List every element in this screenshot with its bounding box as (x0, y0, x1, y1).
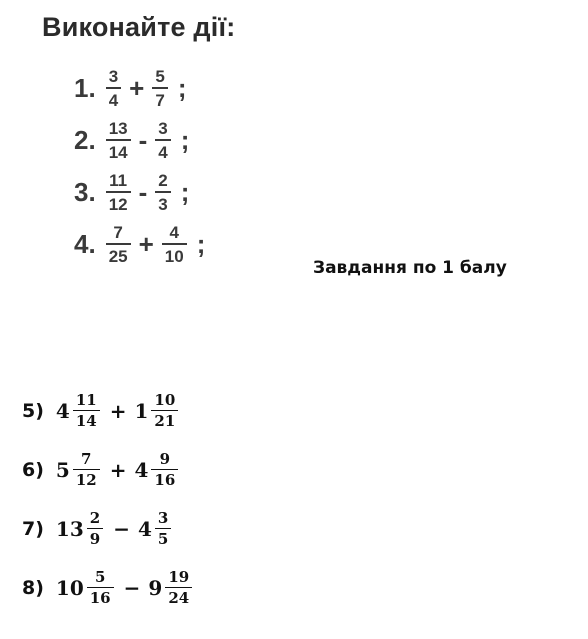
fraction (152, 68, 167, 109)
numerator: 2 (89, 509, 101, 527)
denominator: 7 (152, 87, 167, 109)
fraction (106, 120, 131, 161)
whole-part: 5 (55, 458, 70, 482)
numerator: 9 (159, 450, 171, 468)
fraction (151, 452, 178, 488)
task-number: 8) (22, 577, 44, 599)
operator: - (138, 177, 148, 207)
operator: − (123, 576, 141, 600)
denominator: 14 (73, 410, 100, 429)
denominator: 5 (155, 528, 171, 547)
task-1 (74, 68, 186, 109)
task-7 (22, 511, 173, 547)
task-number: 1. (74, 73, 96, 103)
numerator: 4 (169, 223, 179, 242)
operator: + (109, 399, 127, 423)
numerator: 3 (158, 119, 168, 138)
task-6 (22, 452, 180, 488)
numerator: 7 (81, 450, 92, 468)
semicolon: ; (177, 73, 187, 103)
numerator: 3 (108, 67, 119, 86)
numerator: 11 (75, 391, 97, 409)
task-number: 7) (22, 518, 44, 540)
whole-part: 9 (148, 576, 163, 600)
operator: + (129, 73, 145, 103)
task-5 (22, 393, 180, 429)
page-title: Виконайте дії: (42, 12, 236, 42)
whole-part: 4 (55, 399, 70, 423)
denominator: 16 (151, 469, 178, 488)
denominator: 9 (87, 528, 103, 547)
fraction (162, 224, 187, 265)
operator: − (113, 517, 130, 541)
task-number: 2. (74, 125, 96, 155)
operator: - (138, 125, 148, 155)
denominator: 12 (73, 469, 100, 488)
fraction (87, 570, 114, 606)
task-number: 5) (22, 400, 44, 422)
numerator: 13 (108, 119, 128, 138)
task-number: 6) (22, 459, 44, 481)
numerator: 7 (113, 223, 123, 242)
fraction (73, 452, 100, 488)
whole-part: 1 (134, 399, 149, 423)
denominator: 10 (162, 243, 187, 265)
denominator: 25 (106, 243, 131, 265)
semicolon: ; (180, 177, 190, 207)
whole-part: 4 (137, 517, 152, 541)
operator: + (138, 229, 154, 259)
task-number: 4. (74, 229, 96, 259)
whole-part: 4 (134, 458, 149, 482)
denominator: 4 (106, 87, 121, 109)
numerator: 3 (157, 509, 169, 527)
numerator: 5 (155, 67, 165, 86)
fraction (106, 172, 131, 213)
fraction (87, 511, 103, 547)
numerator: 11 (109, 171, 128, 190)
task-2 (74, 120, 189, 161)
numerator: 10 (154, 391, 176, 409)
whole-part: 10 (55, 576, 84, 600)
denominator: 4 (155, 139, 170, 161)
fraction (155, 172, 170, 213)
semicolon: ; (196, 229, 206, 259)
denominator: 16 (87, 587, 114, 606)
task-number: 3. (74, 177, 96, 207)
fraction (155, 120, 170, 161)
denominator: 12 (106, 191, 131, 213)
task-8 (22, 570, 194, 606)
fraction (165, 570, 192, 606)
fraction (155, 511, 171, 547)
whole-part: 13 (55, 517, 84, 541)
fraction (151, 393, 178, 429)
denominator: 3 (155, 191, 170, 213)
denominator: 21 (151, 410, 178, 429)
numerator: 2 (158, 171, 168, 190)
task-4 (74, 224, 205, 265)
numerator: 19 (168, 568, 190, 586)
semicolon: ; (180, 125, 190, 155)
operator: + (109, 458, 127, 482)
denominator: 24 (165, 587, 192, 606)
points-note: Завдання по 1 балу (313, 258, 507, 278)
fraction (106, 68, 121, 109)
task-3 (74, 172, 189, 213)
numerator: 5 (94, 568, 106, 586)
fraction (106, 224, 131, 265)
denominator: 14 (106, 139, 131, 161)
fraction (73, 393, 100, 429)
